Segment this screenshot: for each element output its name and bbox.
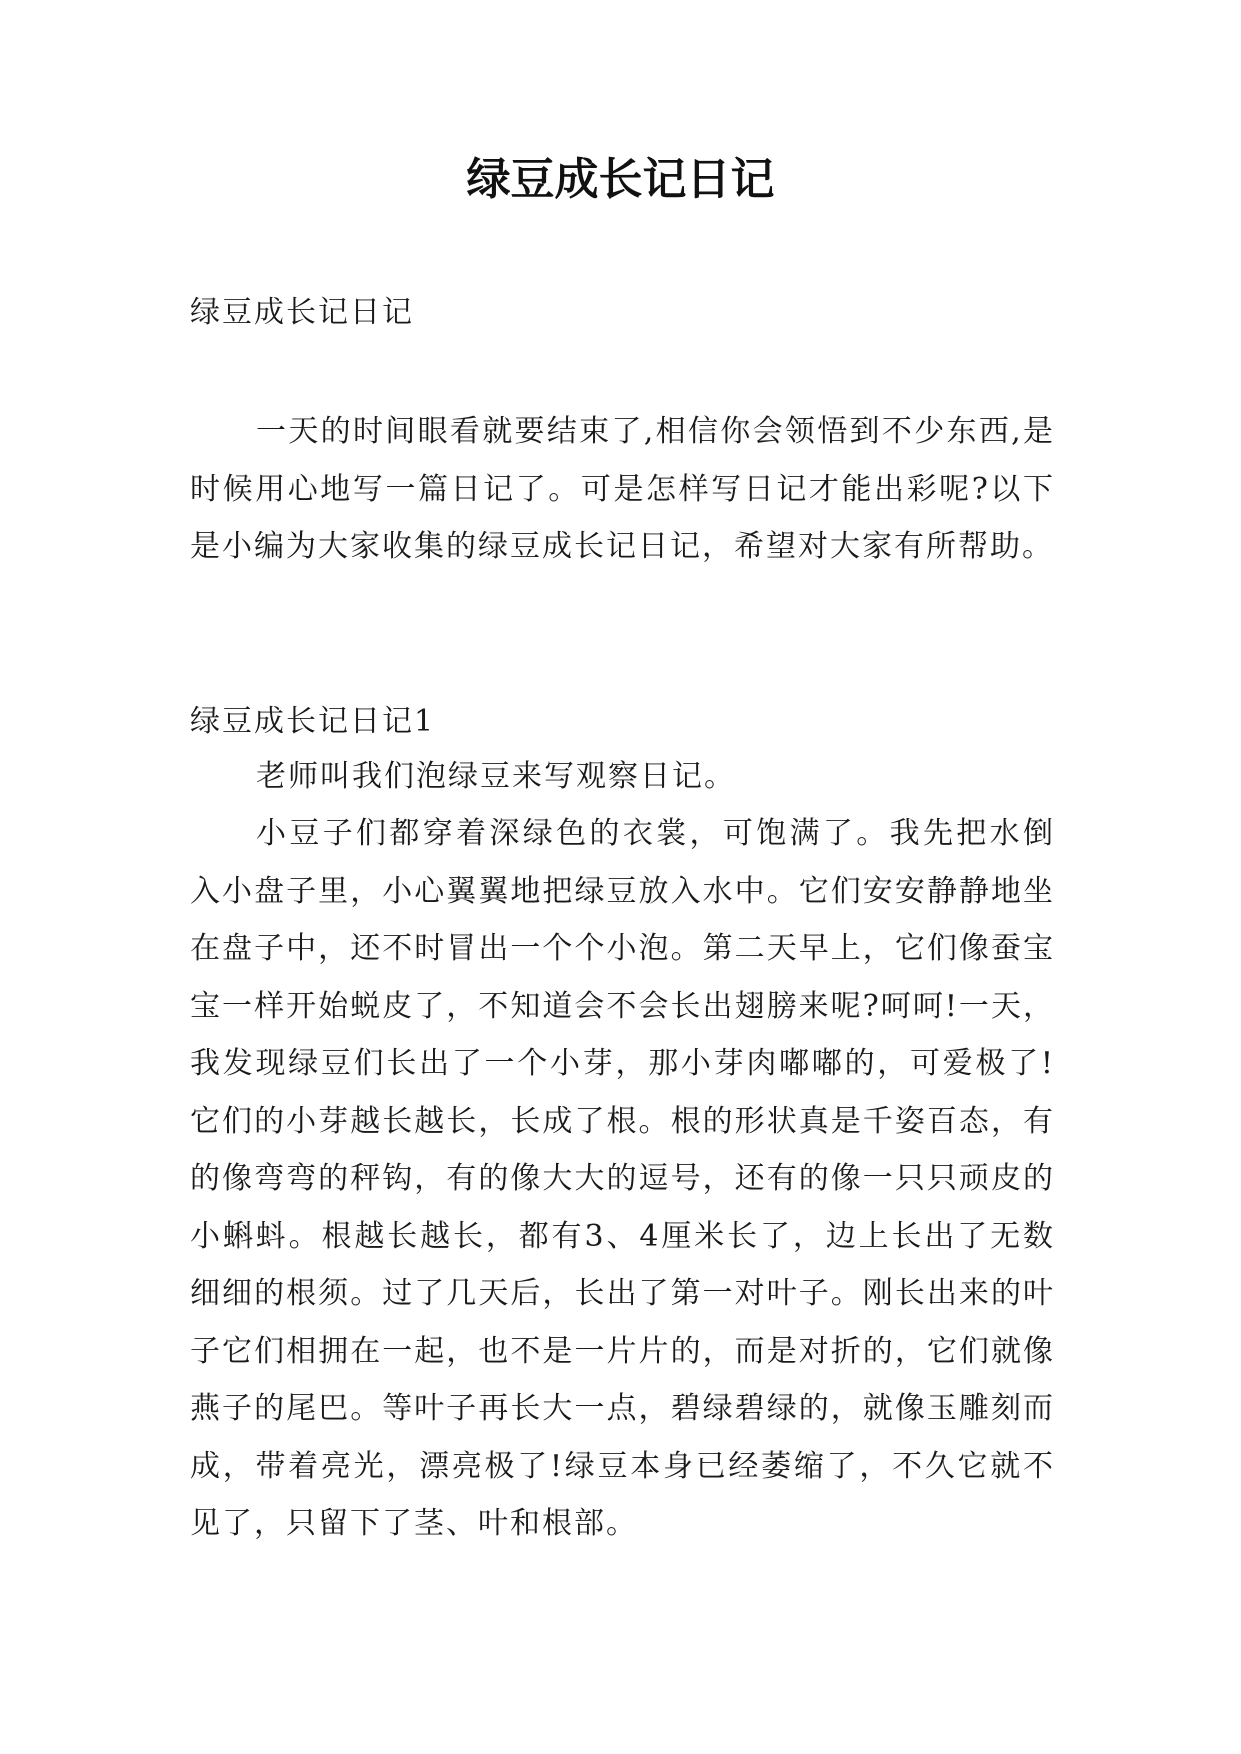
- section-heading: 绿豆成长记日记1: [190, 704, 436, 739]
- intro-paragraph: 一天的时间眼看就要结束了,相信你会领悟到不少东西,是时候用心地写一篇日记了。可是怎样写日记才能出彩呢?以下是小编为大家收集的绿豆成长记日记，希望对大家有所帮助。: [190, 414, 1055, 564]
- document-subtitle: 绿豆成长记日记: [190, 295, 414, 330]
- body-paragraph: 小豆子们都穿着深绿色的衣裳，可饱满了。我先把水倒入小盘子里，小心翼翼地把绿豆放入水中。它们安安静静地坐在盘子中，还不时冒出一个个小泡。第二天早上，它们像蚕宝宝一样开始蜕皮了，不知道会不会长出翅膀来呢?呵呵!一天，我发现绿豆们长出了一个小芽，那小芽肉嘟嘟的，可爱极了!它们的小芽越长越长，长成了根。根的形状真是千姿百态，有的像弯弯的秤钩，有的像大大的逗号，还有的像一只只顽皮的小蝌蚪。根越长越长，都有3、4厘米长了，边上长出了无数细细的根须。过了几天后，长出了第一对叶子。刚长出来的叶子它们相拥在一起，也不是一片片的，而是对折的，它们就像燕子的尾巴。等叶子再长大一点，碧绿碧绿的，就像玉雕刻而成，带着亮光，漂亮极了!绿豆本身已经萎缩了，不久它就不见了，只留下了茎、叶和根部。: [190, 816, 1055, 1541]
- page-title: 绿豆成长记日记: [466, 154, 775, 205]
- body-paragraph: 老师叫我们泡绿豆来写观察日记。: [256, 759, 736, 794]
